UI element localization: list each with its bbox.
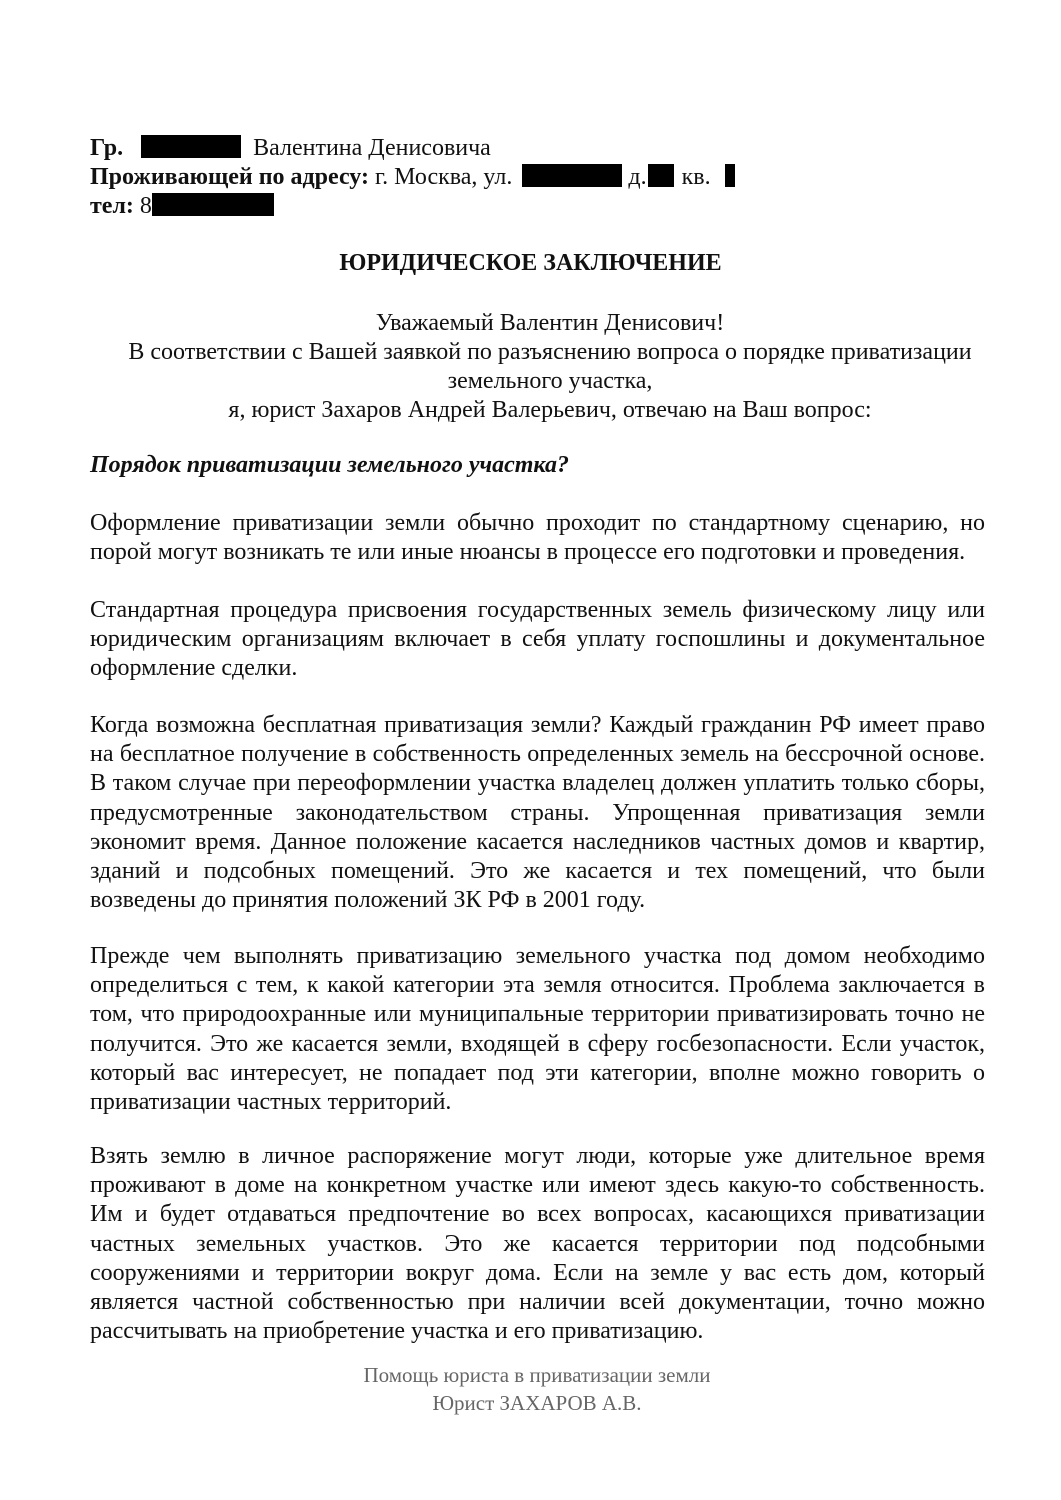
paragraph-4: Прежде чем выполнять приватизацию земельного участка под домом необходимо определиться с тем, к какой категории эта земля относится. Проблема заключается в том, что природоохранные или муниципальные территории приватизировать точно не получится. Это же касается земли, входящей в сферу госбезопасности. Если участок, который вас интересует, не попадает под эти категории, вполне можно говорить о приватизации частных территорий. [90, 943, 985, 1116]
paragraph-5: Взять землю в личное распоряжение могут люди, которые уже длительное время проживают в доме на конкретном участке или имеют здесь какую-то собственность. Им и будет отдаваться предпочтение во всех вопросах, касающихся приватизации частных земельных участков. Это же касается территории под подсобными сооружениями и территории вокруг дома. Если на земле у вас есть дом, который является частной собственностью при наличии всей документации, точно можно рассчитывать на приобретение участка и его приватизацию. [90, 1143, 985, 1345]
greeting-block [70, 309, 1030, 425]
addressee-name-line [90, 134, 735, 163]
paragraph-1: Оформление приватизации земли обычно проходит по стандартному сценарию, но порой могут возникать те или иные нюансы в процессе его подготовки и проведения. [90, 510, 985, 566]
addressee-name: Валентина Денисовича [253, 135, 491, 161]
phone-prefix: 8 [139, 193, 152, 219]
redacted-street [522, 164, 622, 187]
footer-signature [0, 1361, 1061, 1417]
address-label: Проживающей по адресу: [90, 164, 369, 190]
redacted-apartment [725, 164, 735, 187]
greeting-line-3: земельного участка, [447, 368, 653, 394]
addressee-block [90, 134, 735, 221]
footer-line-1: Помощь юриста в приватизации земли [363, 1363, 711, 1387]
addressee-prefix: Гр. [90, 135, 124, 161]
address-apt-label: кв. [681, 164, 711, 190]
phone-line [90, 192, 735, 221]
paragraph-3: Когда возможна бесплатная приватизация земли? Каждый гражданин РФ имеет право на бесплатное получение в собственность определенных земель на бессрочной основе. В таком случае при переоформлении участка владелец должен уплатить только сборы, предусмотренные законодательством страны. Упрощенная приватизация земли экономит время. Данное положение касается наследников частных домов и квартир, зданий и подсобных помещений. Это же касается и тех помещений, что были возведены до принятия положений ЗК РФ в 2001 году. [90, 712, 985, 914]
greeting-line-4: я, юрист Захаров Андрей Валерьевич, отвечаю на Ваш вопрос: [228, 397, 872, 423]
redacted-surname [141, 135, 241, 158]
phone-label: тел: [90, 193, 134, 219]
footer-line-2: Юрист ЗАХАРОВ А.В. [432, 1391, 642, 1415]
address-house-label: д. [628, 164, 647, 190]
greeting-salutation: Уважаемый Валентин Денисович! [375, 310, 725, 336]
greeting-line-2: В соответствии с Вашей заявкой по разъяснению вопроса о порядке приватизации [128, 339, 972, 365]
address-city: г. Москва, ул. [374, 164, 513, 190]
redacted-house [648, 164, 674, 187]
question-heading: Порядок приватизации земельного участка? [90, 452, 569, 478]
redacted-phone [152, 193, 274, 216]
document-title: ЮРИДИЧЕСКОЕ ЗАКЛЮЧЕНИЕ [339, 250, 722, 276]
address-line [90, 163, 735, 192]
paragraph-2: Стандартная процедура присвоения государственных земель физическому лицу или юридическим организациям включает в себя уплату госпошлины и документальное оформление сделки. [90, 597, 985, 682]
